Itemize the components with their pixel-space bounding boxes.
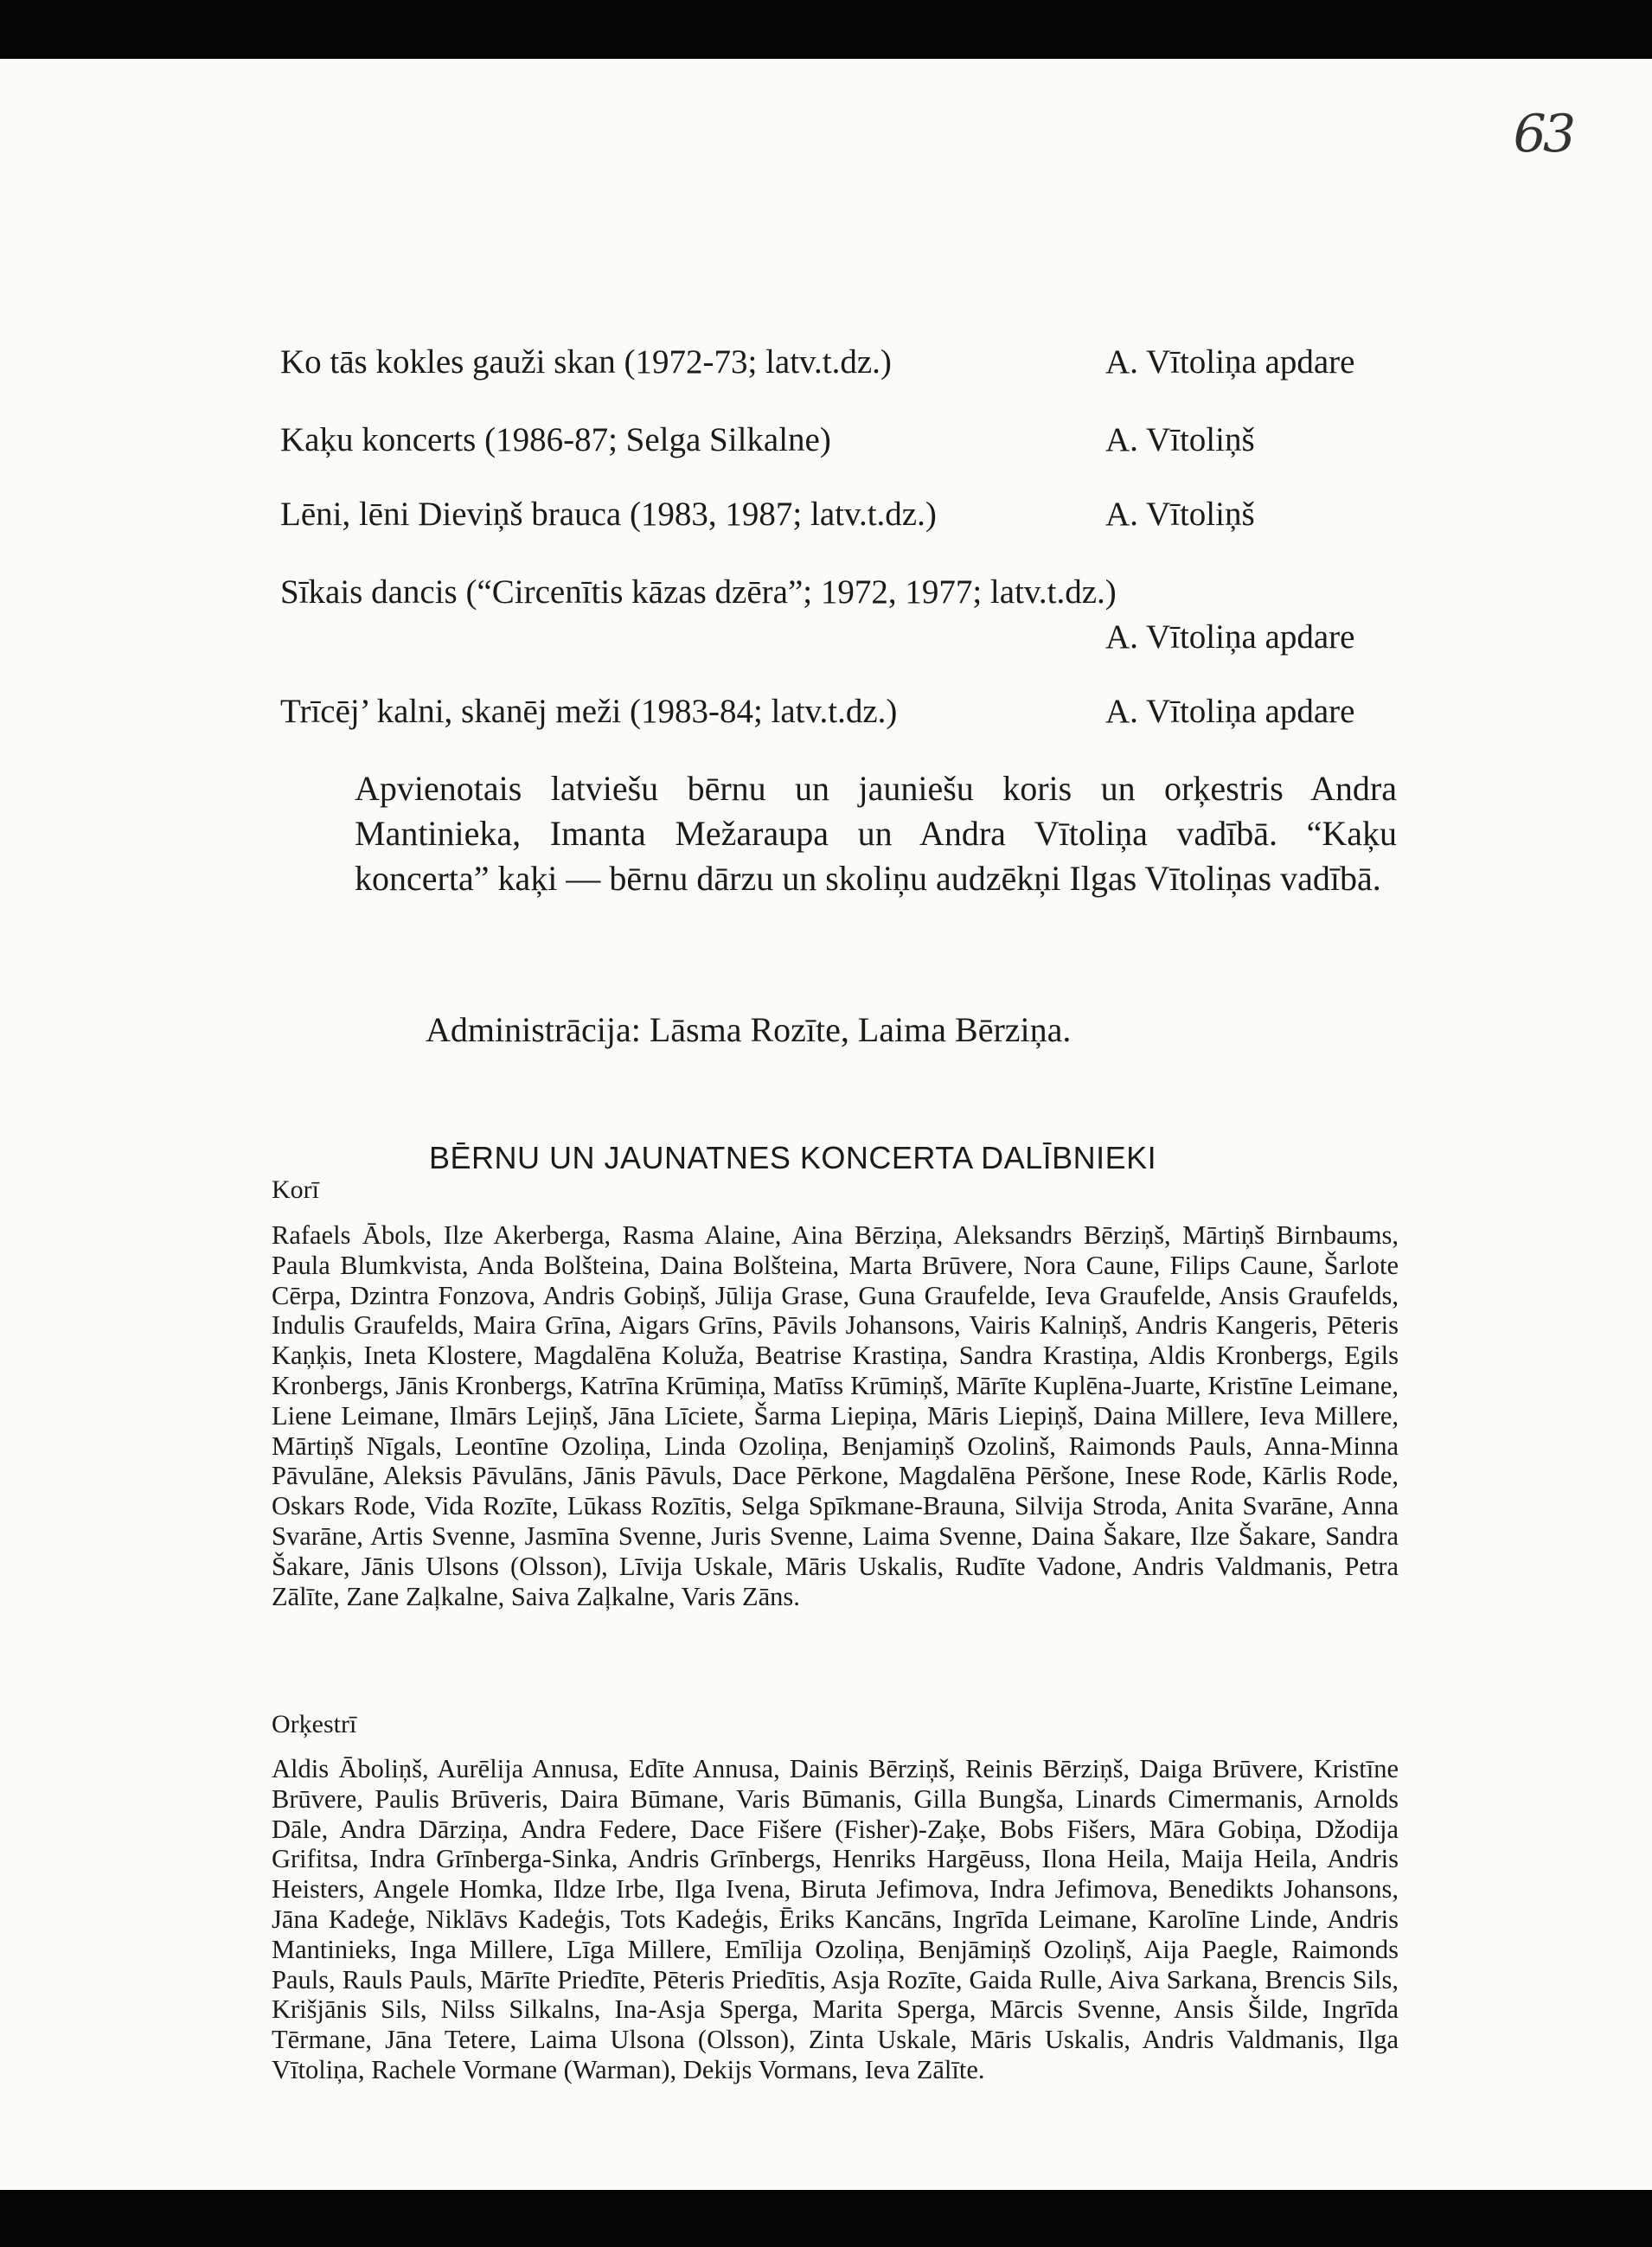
handwritten-page-number: 63	[1513, 104, 1572, 164]
choirs-label: Korī	[272, 1175, 319, 1204]
orchestra-members-list: Aldis Āboliņš, Aurēlija Annusa, Edīte Annusa, Dainis Bērziņš, Reinis Bērziņš, Daiga Brūvere, Kristīne Brūvere, Paulis Brūveris, Daira Būmane, Varis Būmanis, Gilla Bungša, Linards Cimermanis, Arnolds Dāle, Andra Dārziņa, Andra Federe, Dace Fišere (Fisher)-Zaķe, Bobs Fišers, Māra Gobiņa, Džodija Grifitsa, Indra Grīnberga-Sinka, Andris Grīnbergs, Henriks Hargēuss, Ilona Heila, Maija Heila, Andris Heisters, Angele Homka, Ildze Irbe, Ilga Ivena, Biruta Jefimova, Indra Jefimova, Benedikts Johansons, Jāna Kadeģe, Niklāvs Kadeģis, Tots Kadeģis, Ēriks Kancāns, Ingrīda Leimane, Karolīne Linde, Andris Mantinieks, Inga Millere, Līga Millere, Emīlija Ozoliņa, Benjāmiņš Ozoliņš, Aija Paegle, Raimonds Pauls, Rauls Pauls, Mārīte Priedīte, Pēteris Priedītis, Asja Rozīte, Gaida Rulle, Aiva Sarkana, Brencis Sils, Krišjānis Sils, Nilss Silkalns, Ina-Asja Sperga, Marita Sperga, Mārcis Svenne, Ansis Šilde, Ingrīda Tērmane, Jāna Tetere, Laima Ulsona (Olsson), Zinta Uskale, Māris Uskalis, Andris Valdmanis, Ilga Vītoliņa, Rachele Vormane (Warman), Dekijs Vormans, Ieva Zālīte.	[272, 1754, 1399, 2084]
choir-members-list: Rafaels Ābols, Ilze Akerberga, Rasma Alaine, Aina Bērziņa, Aleksandrs Bērziņš, Mārtiņš Birnbaums, Paula Blumkvista, Anda Bolšteina, Daina Bolšteina, Marta Brūvere, Nora Caune, Filips Caune, Šarlote Cērpa, Dzintra Fonzova, Andris Gobiņš, Jūlija Grase, Guna Graufelde, Ieva Graufelde, Ansis Graufelds, Indulis Graufelds, Maira Grīna, Aigars Grīns, Pāvils Johansons, Vairis Kalniņš, Andris Kangeris, Pēteris Kaņķis, Ineta Klostere, Magdalēna Koluža, Beatrise Krastiņa, Sandra Krastiņa, Aldis Kronbergs, Egils Kronbergs, Jānis Kronbergs, Katrīna Krūmiņa, Matīss Krūmiņš, Mārīte Kuplēna-Juarte, Kristīne Leimane, Liene Leimane, Ilmārs Lejiņš, Jāna Līciete, Šarma Liepiņa, Māris Liepiņš, Daina Millere, Ieva Millere, Mārtiņš Nīgals, Leontīne Ozoliņa, Linda Ozoliņa, Benjamiņš Ozolinš, Raimonds Pauls, Anna-Minna Pāvulāne, Aleksis Pāvulāns, Jānis Pāvuls, Dace Pērkone, Magdalēna Pēršone, Inese Rode, Kārlis Rode, Oskars Rode, Vida Rozīte, Lūkass Rozītis, Selga Spīkmane-Brauna, Silvija Stroda, Anita Svarāne, Anna Svarāne, Artis Svenne, Jasmīna Svenne, Juris Svenne, Laima Svenne, Daina Šakare, Ilze Šakare, Sandra Šakare, Jānis Ulsons (Olsson), Līvija Uskale, Māris Uskalis, Rudīte Vadone, Andris Valdmanis, Petra Zālīte, Zane Zaļkalne, Saiva Zaļkalne, Varis Zāns.	[272, 1220, 1399, 1611]
participants-heading: BĒRNU UN JAUNATNES KONCERTA DALĪBNIEKI	[429, 1140, 1157, 1175]
piece-title: Kaķu koncerts (1986-87; Selga Silkalne)	[280, 421, 831, 458]
orchestra-label: Orķestrī	[272, 1710, 357, 1738]
performers-note: Apvienotais latviešu bērnu un jauniešu koris un orķestris Andra Mantinieka, Imanta Mežaraupa un Andra Vītoliņa vadībā. “Kaķu koncerta” kaķi — bērnu dārzu un skoliņu audzēkņi Ilgas Vītoliņas vadībā.	[355, 769, 1397, 898]
administration-line: Administrācija: Lāsma Rozīte, Laima Bērziņa.	[426, 1010, 1072, 1049]
piece-arranger: A. Vītoliņa apdare	[1105, 343, 1355, 381]
piece-arranger: A. Vītoliņš	[1105, 496, 1255, 533]
piece-title: Sīkais dancis (“Circenītis kāzas dzēra”; 1972, 1977; latv.t.dz.)	[280, 573, 1117, 611]
piece-arranger: A. Vītoliņš	[1105, 421, 1255, 458]
piece-title: Lēni, lēni Dieviņš brauca (1983, 1987; latv.t.dz.)	[280, 496, 937, 533]
piece-title: Ko tās kokles gauži skan (1972-73; latv.t.dz.)	[280, 343, 892, 381]
piece-arranger: A. Vītoliņa apdare	[1105, 693, 1355, 730]
document-page	[0, 59, 1652, 2190]
piece-title: Trīcēj’ kalni, skanēj meži (1983-84; latv.t.dz.)	[280, 693, 898, 730]
piece-arranger: A. Vītoliņa apdare	[1105, 618, 1355, 656]
